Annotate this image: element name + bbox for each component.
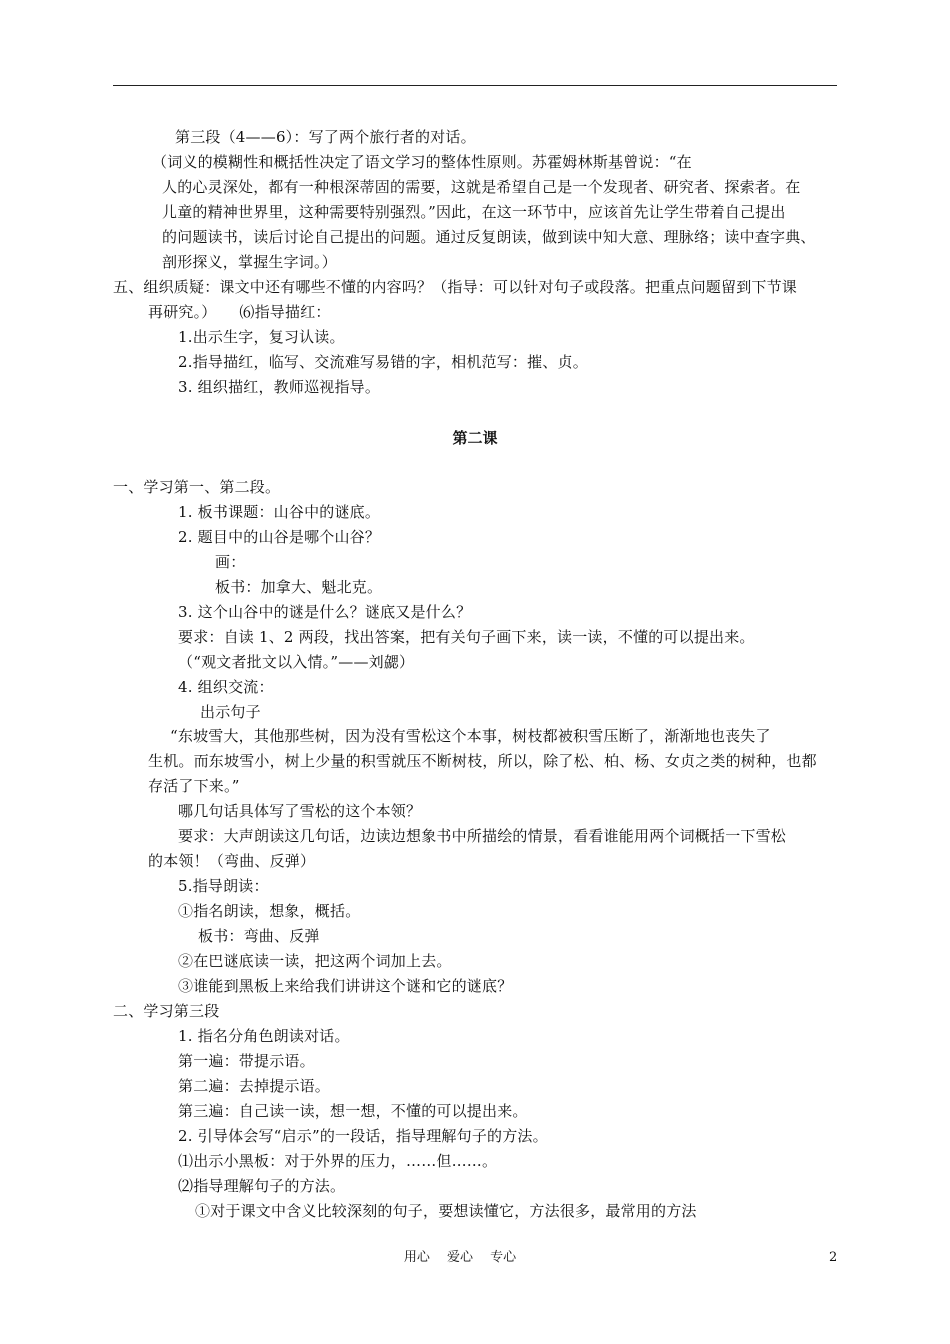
text-line: 要求：大声朗读这几句话，边读边想象书中所描绘的情景，看看谁能用两个词概括一下雪松 bbox=[178, 827, 787, 845]
text-line: 2.指导描红，临写、交流难写易错的字，相机范写：摧、贞。 bbox=[178, 353, 588, 371]
text-line: 出示句子 bbox=[200, 703, 261, 721]
text-line: 的本领！（弯曲、反弹） bbox=[148, 852, 316, 870]
text-line: 剖形探义，掌握生字词。） bbox=[162, 253, 337, 271]
text-line: 的问题读书，读后讨论自己提出的问题。通过反复朗读，做到读中知大意、理脉络；读中查字典、 bbox=[162, 228, 816, 246]
text-line: 1.出示生字，复习认读。 bbox=[178, 328, 345, 346]
text-line: ⑴出示小黑板：对于外界的压力，……但……。 bbox=[178, 1152, 498, 1170]
text-line: 1. 板书课题：山谷中的谜底。 bbox=[178, 503, 381, 521]
text-line: ①指名朗读，想象，概括。 bbox=[178, 902, 361, 920]
text-line: 要求：自读 1、2 两段，找出答案，把有关句子画下来，读一读，不懂的可以提出来。 bbox=[178, 628, 755, 646]
text-line: “东坡雪大，其他那些树，因为没有雪松这个本事，树枝都被积雪压断了，渐渐地也丧失了 bbox=[170, 727, 771, 745]
text-line: 2. 引导体会写“启示”的一段话，指导理解句子的方法。 bbox=[178, 1127, 548, 1145]
text-line: 画： bbox=[215, 553, 246, 571]
text-line: 第三遍：自己读一读，想一想，不懂的可以提出来。 bbox=[178, 1102, 528, 1120]
header-rule bbox=[113, 85, 837, 86]
text-line: 1. 指名分角色朗读对话。 bbox=[178, 1027, 350, 1045]
text-line: ①对于课文中含义比较深刻的句子，要想读懂它，方法很多，最常用的方法 bbox=[195, 1202, 697, 1220]
text-line: 板书：加拿大、魁北克。 bbox=[215, 578, 383, 596]
text-line: 第三段（4——6）：写了两个旅行者的对话。 bbox=[175, 128, 476, 146]
text-line: 哪几句话具体写了雪松的这个本领？ bbox=[178, 802, 422, 820]
text-line: （词义的模糊性和概括性决定了语文学习的整体性原则。苏霍姆林斯基曾说：“在 bbox=[152, 153, 692, 171]
text-line: 2. 题目中的山谷是哪个山谷？ bbox=[178, 528, 381, 546]
text-line: ③谁能到黑板上来给我们讲讲这个谜和它的谜底？ bbox=[178, 977, 513, 995]
text-line: 儿童的精神世界里，这种需要特别强烈。”因此，在这一环节中，应该首先让学生带着自己提出 bbox=[162, 203, 786, 221]
text-line: 五、组织质疑：课文中还有哪些不懂的内容吗？（指导：可以针对句子或段落。把重点问题留到下节课 bbox=[113, 278, 798, 296]
text-line: 3. 这个山谷中的谜是什么？谜底又是什么？ bbox=[178, 603, 472, 621]
text-line: 一、学习第一、第二段。 bbox=[113, 478, 281, 496]
section-title: 第二课 bbox=[452, 429, 498, 447]
text-line: 第一遍：带提示语。 bbox=[178, 1052, 315, 1070]
text-line: 3. 组织描红，教师巡视指导。 bbox=[178, 378, 381, 396]
text-line: 人的心灵深处，都有一种根深蒂固的需要，这就是希望自己是一个发现者、研究者、探索者。在 bbox=[162, 178, 801, 196]
text-line: 再研究。） ⑹指导描红： bbox=[148, 303, 331, 321]
text-line: 二、学习第三段 bbox=[113, 1002, 220, 1020]
text-line: ⑵指导理解句子的方法。 bbox=[178, 1177, 346, 1195]
text-line: 存活了下来。” bbox=[148, 777, 240, 795]
text-line: 5.指导朗读： bbox=[178, 877, 269, 895]
text-line: 板书：弯曲、反弹 bbox=[198, 927, 320, 945]
text-line: ②在巴谜底读一读，把这两个词加上去。 bbox=[178, 952, 452, 970]
text-line: 生机。而东坡雪小，树上少量的积雪就压不断树枝，所以，除了松、柏、杨、女贞之类的树种，也都 bbox=[148, 752, 817, 770]
footer-motto: 用心 爱心 专心 bbox=[403, 1250, 517, 1265]
text-line: 第二遍：去掉提示语。 bbox=[178, 1077, 331, 1095]
text-line: 4. 组织交流： bbox=[178, 678, 274, 696]
text-line: （“观文者批文以入情。”——刘勰） bbox=[178, 653, 415, 671]
page-number: 2 bbox=[829, 1250, 838, 1265]
